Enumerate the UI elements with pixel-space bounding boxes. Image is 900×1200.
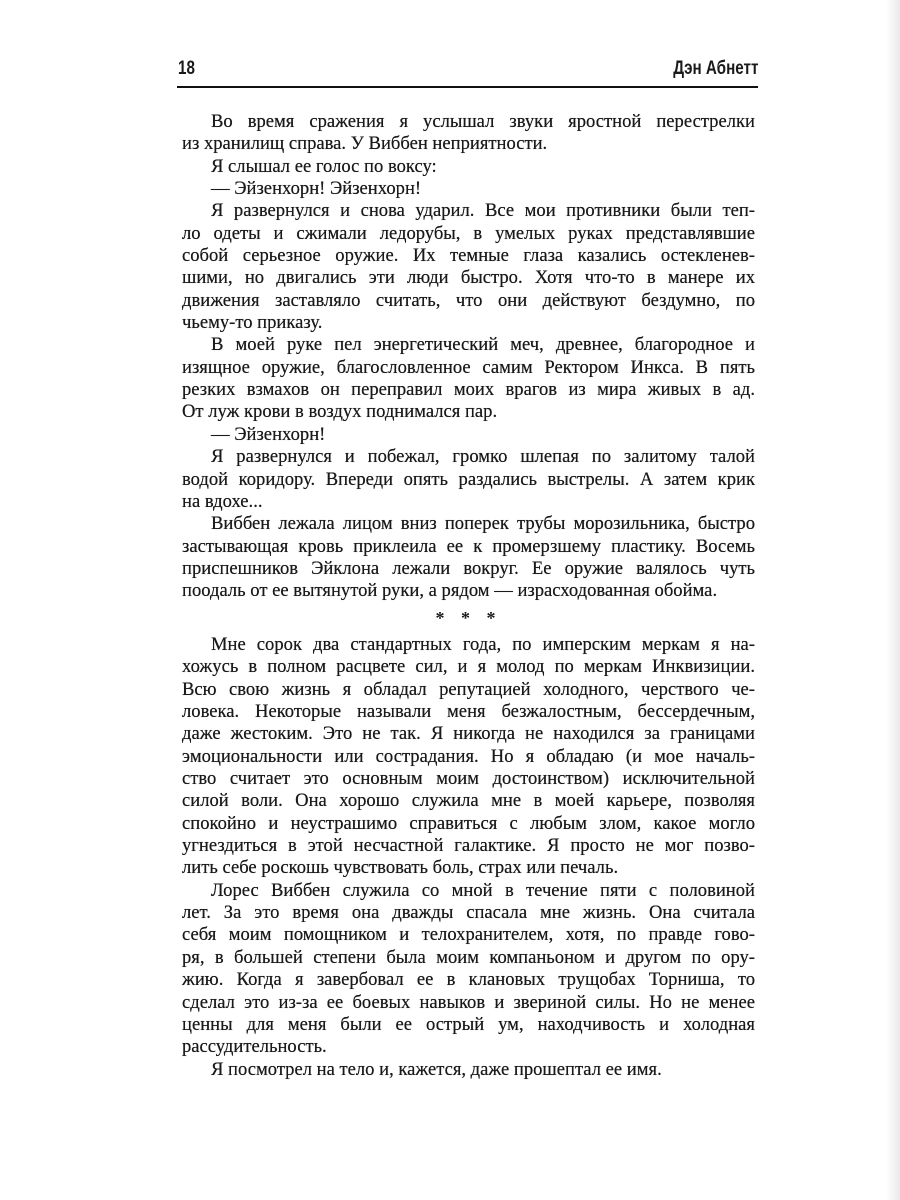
text-line: ценны для меня были ее острый ум, находчивость и холодная [182,1013,755,1035]
text-line: Я посмотрел на тело и, кажется, даже прошептал ее имя. [211,1058,662,1080]
text-line: водой коридору. Впереди опять раздались выстрелы. А затем крик [182,468,755,490]
text-block-2 [182,634,755,1081]
paragraph [182,111,755,156]
paragraph [182,880,755,1059]
paragraph [182,178,755,200]
text-line: лет. За это время она дважды спасала мне жизнь. Она считала [182,902,755,924]
paragraph [182,200,755,334]
text-line: из хранилищ справа. У Виббен неприятности. [182,133,548,155]
text-line: ря, в большей степени была моим компаньоном и другом по ору- [182,946,755,968]
text-line: — Эйзенхорн! Эйзенхорн! [211,178,422,200]
text-line: лить себе роскошь чувствовать боль, страх или печаль. [182,857,619,879]
text-line: приспешников Эйклона лежали вокруг. Ее оружие валялось чуть [182,557,755,579]
text-line: собой серьезное оружие. Их темные глаза казались остекленев- [182,245,755,267]
paragraph [182,1059,755,1081]
paragraph [182,446,755,513]
text-line: спокойно и неустрашимо справиться с любым злом, какое могло [182,812,755,834]
text-line: изящное оружие, благословленное самим Ректором Инкса. В пять [182,356,755,378]
text-line: силой воли. Она хорошо служила мне в моей карьере, позволяя [182,790,755,812]
text-line: чьему-то приказу. [182,312,323,334]
text-line: Во время сражения я услышал звуки яростной перестрелки [211,111,755,132]
text-line: От луж крови в воздух поднимался пар. [182,401,498,423]
text-line: хожусь в полном расцвете сил, и я молод по меркам Инквизиции. [182,656,755,678]
text-line: ло одеты и сжимали ледорубы, в умелых руках представлявшие [182,222,755,244]
text-line: Я слышал ее голос по воксу: [211,155,437,177]
text-line: Я развернулся и побежал, громко шлепая по залитому талой [211,446,755,468]
text-line: Мне сорок два стандартных года, по имперским меркам я на- [211,634,755,655]
text-line: ство считает это основным моим достоинством) исключительной [182,768,755,790]
text-line: резких взмахов он переправил моих врагов из мира живых в ад. [182,379,755,401]
text-line: себя моим помощником и телохранителем, хотя, по правде гово- [182,924,755,946]
text-line: эмоциональности или сострадания. Но я обладаю (и мое началь- [182,745,755,767]
text-line: ловека. Некоторые называли меня безжалостным, бессердечным, [182,701,755,723]
text-line: сделал это из-за ее боевых навыков и звериной силы. Но не менее [182,991,755,1013]
paragraph [182,634,755,880]
text-line: угнездиться в этой несчастной галактике. Я просто не мог позво- [182,835,755,857]
text-line: поодаль от ее вытянутой руки, а рядом — израсходованная обойма. [182,580,718,602]
page-number: 18 [178,58,195,79]
text-line: Лорес Виббен служила со мной в течение пяти с половиной [211,879,755,901]
text-line: шими, но двигались эти люди быстро. Хотя что-то в манере их [182,267,755,289]
text-line: застывающая кровь приклеила ее к промерзшему пластику. Восемь [182,535,755,557]
section-divider: * * * [435,608,502,628]
text-line: Я развернулся и снова ударил. Все мои противники были теп- [211,200,755,222]
paragraph [182,424,755,446]
text-line: жию. Когда я завербовал ее в клановых трущобах Торниша, то [182,969,755,991]
text-line: рассудительность. [182,1036,327,1058]
paragraph [182,156,755,178]
author-name: Дэн Абнетт [672,58,758,79]
text-line: — Эйзенхорн! [211,423,326,445]
text-line: Виббен лежала лицом вниз поперек трубы морозильника, быстро [211,513,755,535]
paragraph [182,513,755,602]
text-line: движения заставляло считать, что они действуют бездумно, по [182,289,755,311]
running-header [177,56,758,88]
text-line: В моей руке пел энергетический меч, древнее, благородное и [211,334,755,356]
page-edge-shadow [886,0,900,1200]
paragraph [182,334,755,423]
text-line: Всю свою жизнь я обладал репутацией холодного, черствого че- [182,678,755,700]
text-block-1 [182,111,755,603]
text-line: даже жестоким. Это не так. Я никогда не находился за границами [182,723,755,745]
text-line: на вдохе... [182,490,263,512]
